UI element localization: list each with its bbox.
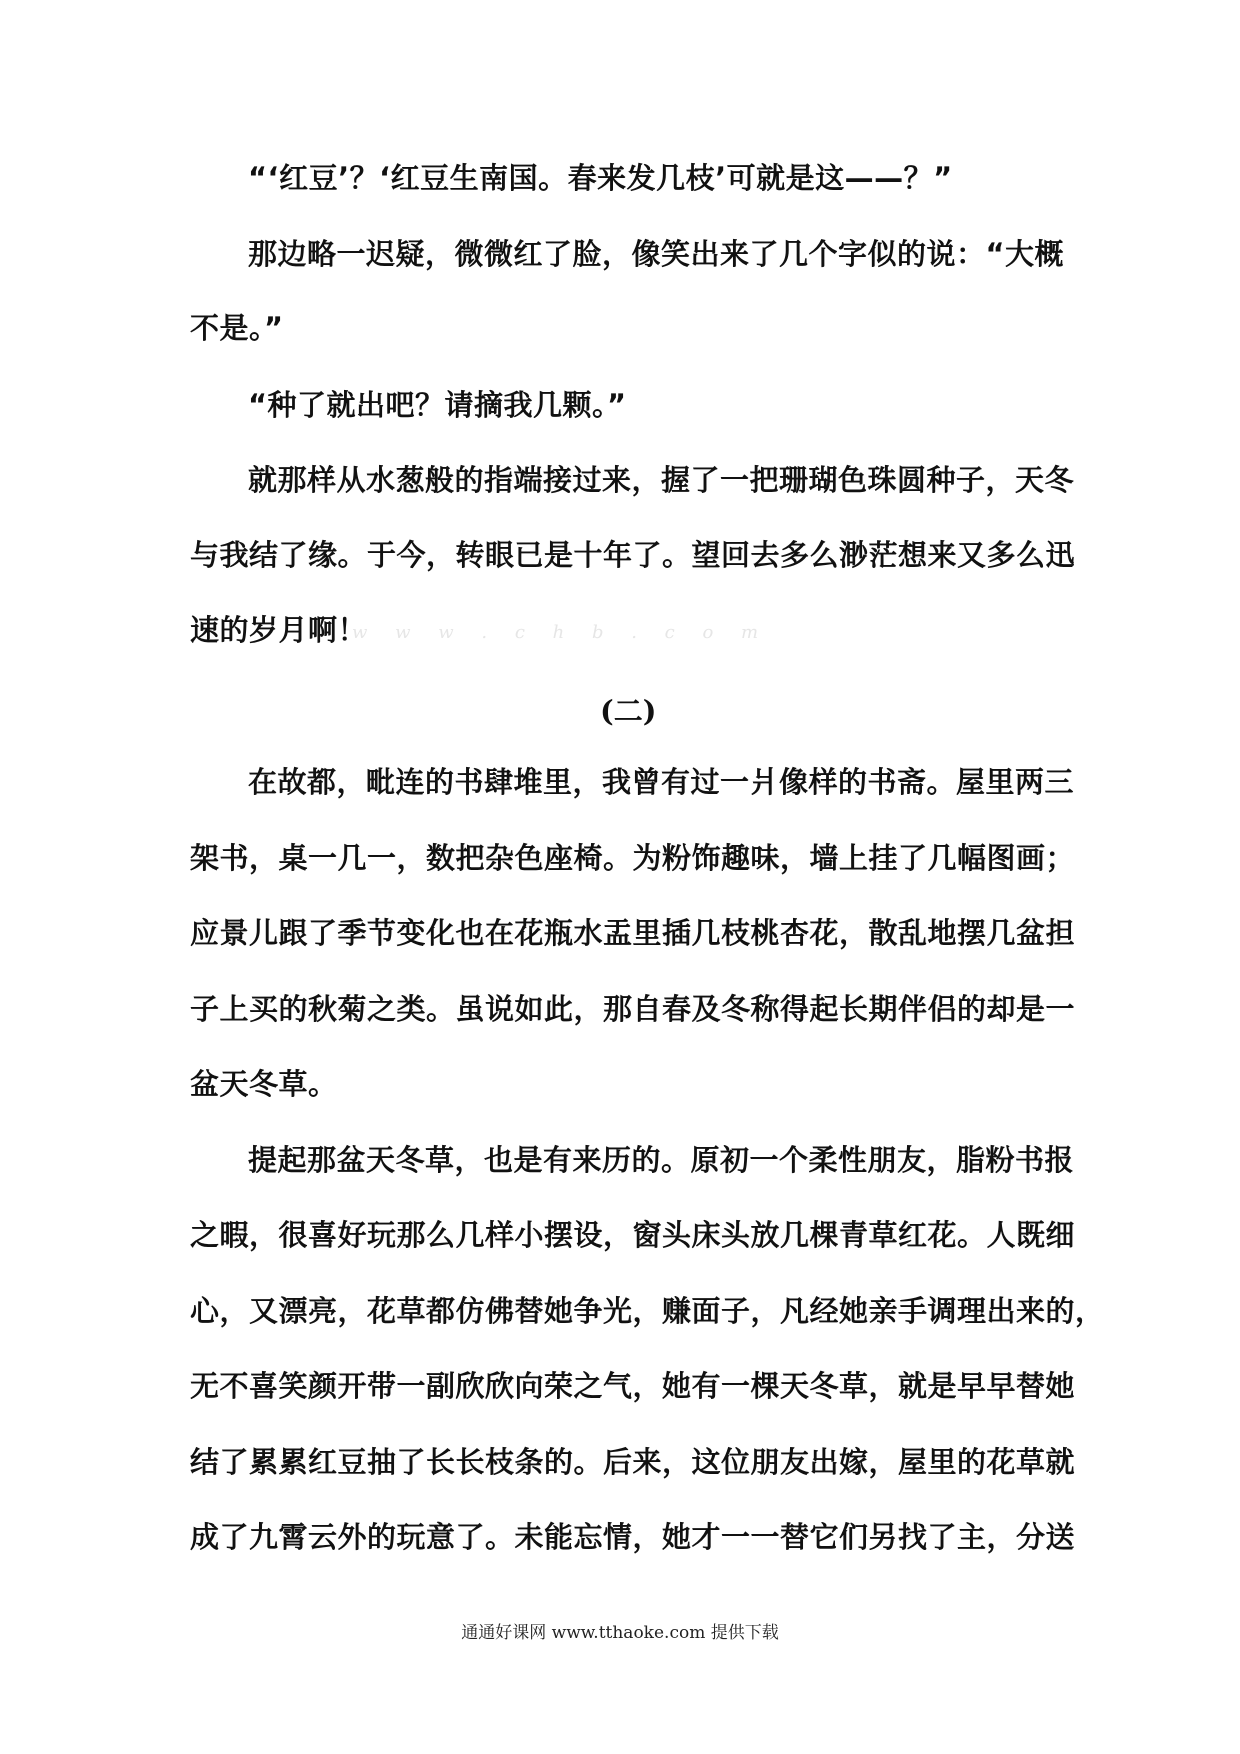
page-footer: 通通好课网 www.tthaoke.com 提供下载 [461,1623,779,1643]
paragraph-line: 那边略一迟疑，微微红了脸，像笑出来了几个字似的说：“大概 [248,237,1065,271]
watermark: w w w . c h b . c o m [352,622,770,643]
paragraph-line: 在故都，毗连的书肆堆里，我曾有过一爿像样的书斋。屋里两三 [248,765,1075,799]
paragraph-line: 应景儿跟了季节变化也在花瓶水盂里插几枝桃杏花，散乱地摆几盆担 [190,916,1076,950]
paragraph-line: 无不喜笑颜开带一副欣欣向荣之气，她有一棵天冬草，就是早早替她 [190,1369,1076,1403]
dialogue-line-1: “‘红豆’？‘红豆生南国。春来发几枝’可就是这——？” [248,161,953,195]
section-heading: (二) [600,694,657,728]
paragraph-line: 之暇，很喜好玩那么几样小摆设，窗头床头放几棵青草红花。人既细 [190,1218,1076,1252]
paragraph-line: 子上买的秋菊之类。虽说如此，那自春及冬称得起长期伴侣的却是一 [190,992,1076,1026]
paragraph-line: 成了九霄云外的玩意了。未能忘情，她才一一替它们另找了主，分送 [190,1520,1076,1554]
paragraph-line: 提起那盆天冬草，也是有来历的。原初一个柔性朋友，脂粉书报 [248,1143,1075,1177]
dialogue-line-3: “种了就出吧？请摘我几颗。” [248,388,627,422]
paragraph-line: 架书，桌一几一，数把杂色座椅。为粉饰趣味，墙上挂了几幅图画； [190,841,1076,875]
paragraph-line: 结了累累红豆抽了长长枝条的。后来，这位朋友出嫁，屋里的花草就 [190,1445,1076,1479]
paragraph-line: 盆天冬草。 [190,1067,338,1101]
paragraph-line: 就那样从水葱般的指端接过来，握了一把珊瑚色珠圆种子，天冬 [248,463,1075,497]
paragraph-line: 不是。” [190,311,284,345]
paragraph-line: 心，又漂亮，花草都仿佛替她争光，赚面子，凡经她亲手调理出来的， [190,1294,1105,1328]
paragraph-line: 速的岁月啊！ [190,613,368,647]
paragraph-line: 与我结了缘。于今，转眼已是十年了。望回去多么渺茫想来又多么迅 [190,538,1076,572]
